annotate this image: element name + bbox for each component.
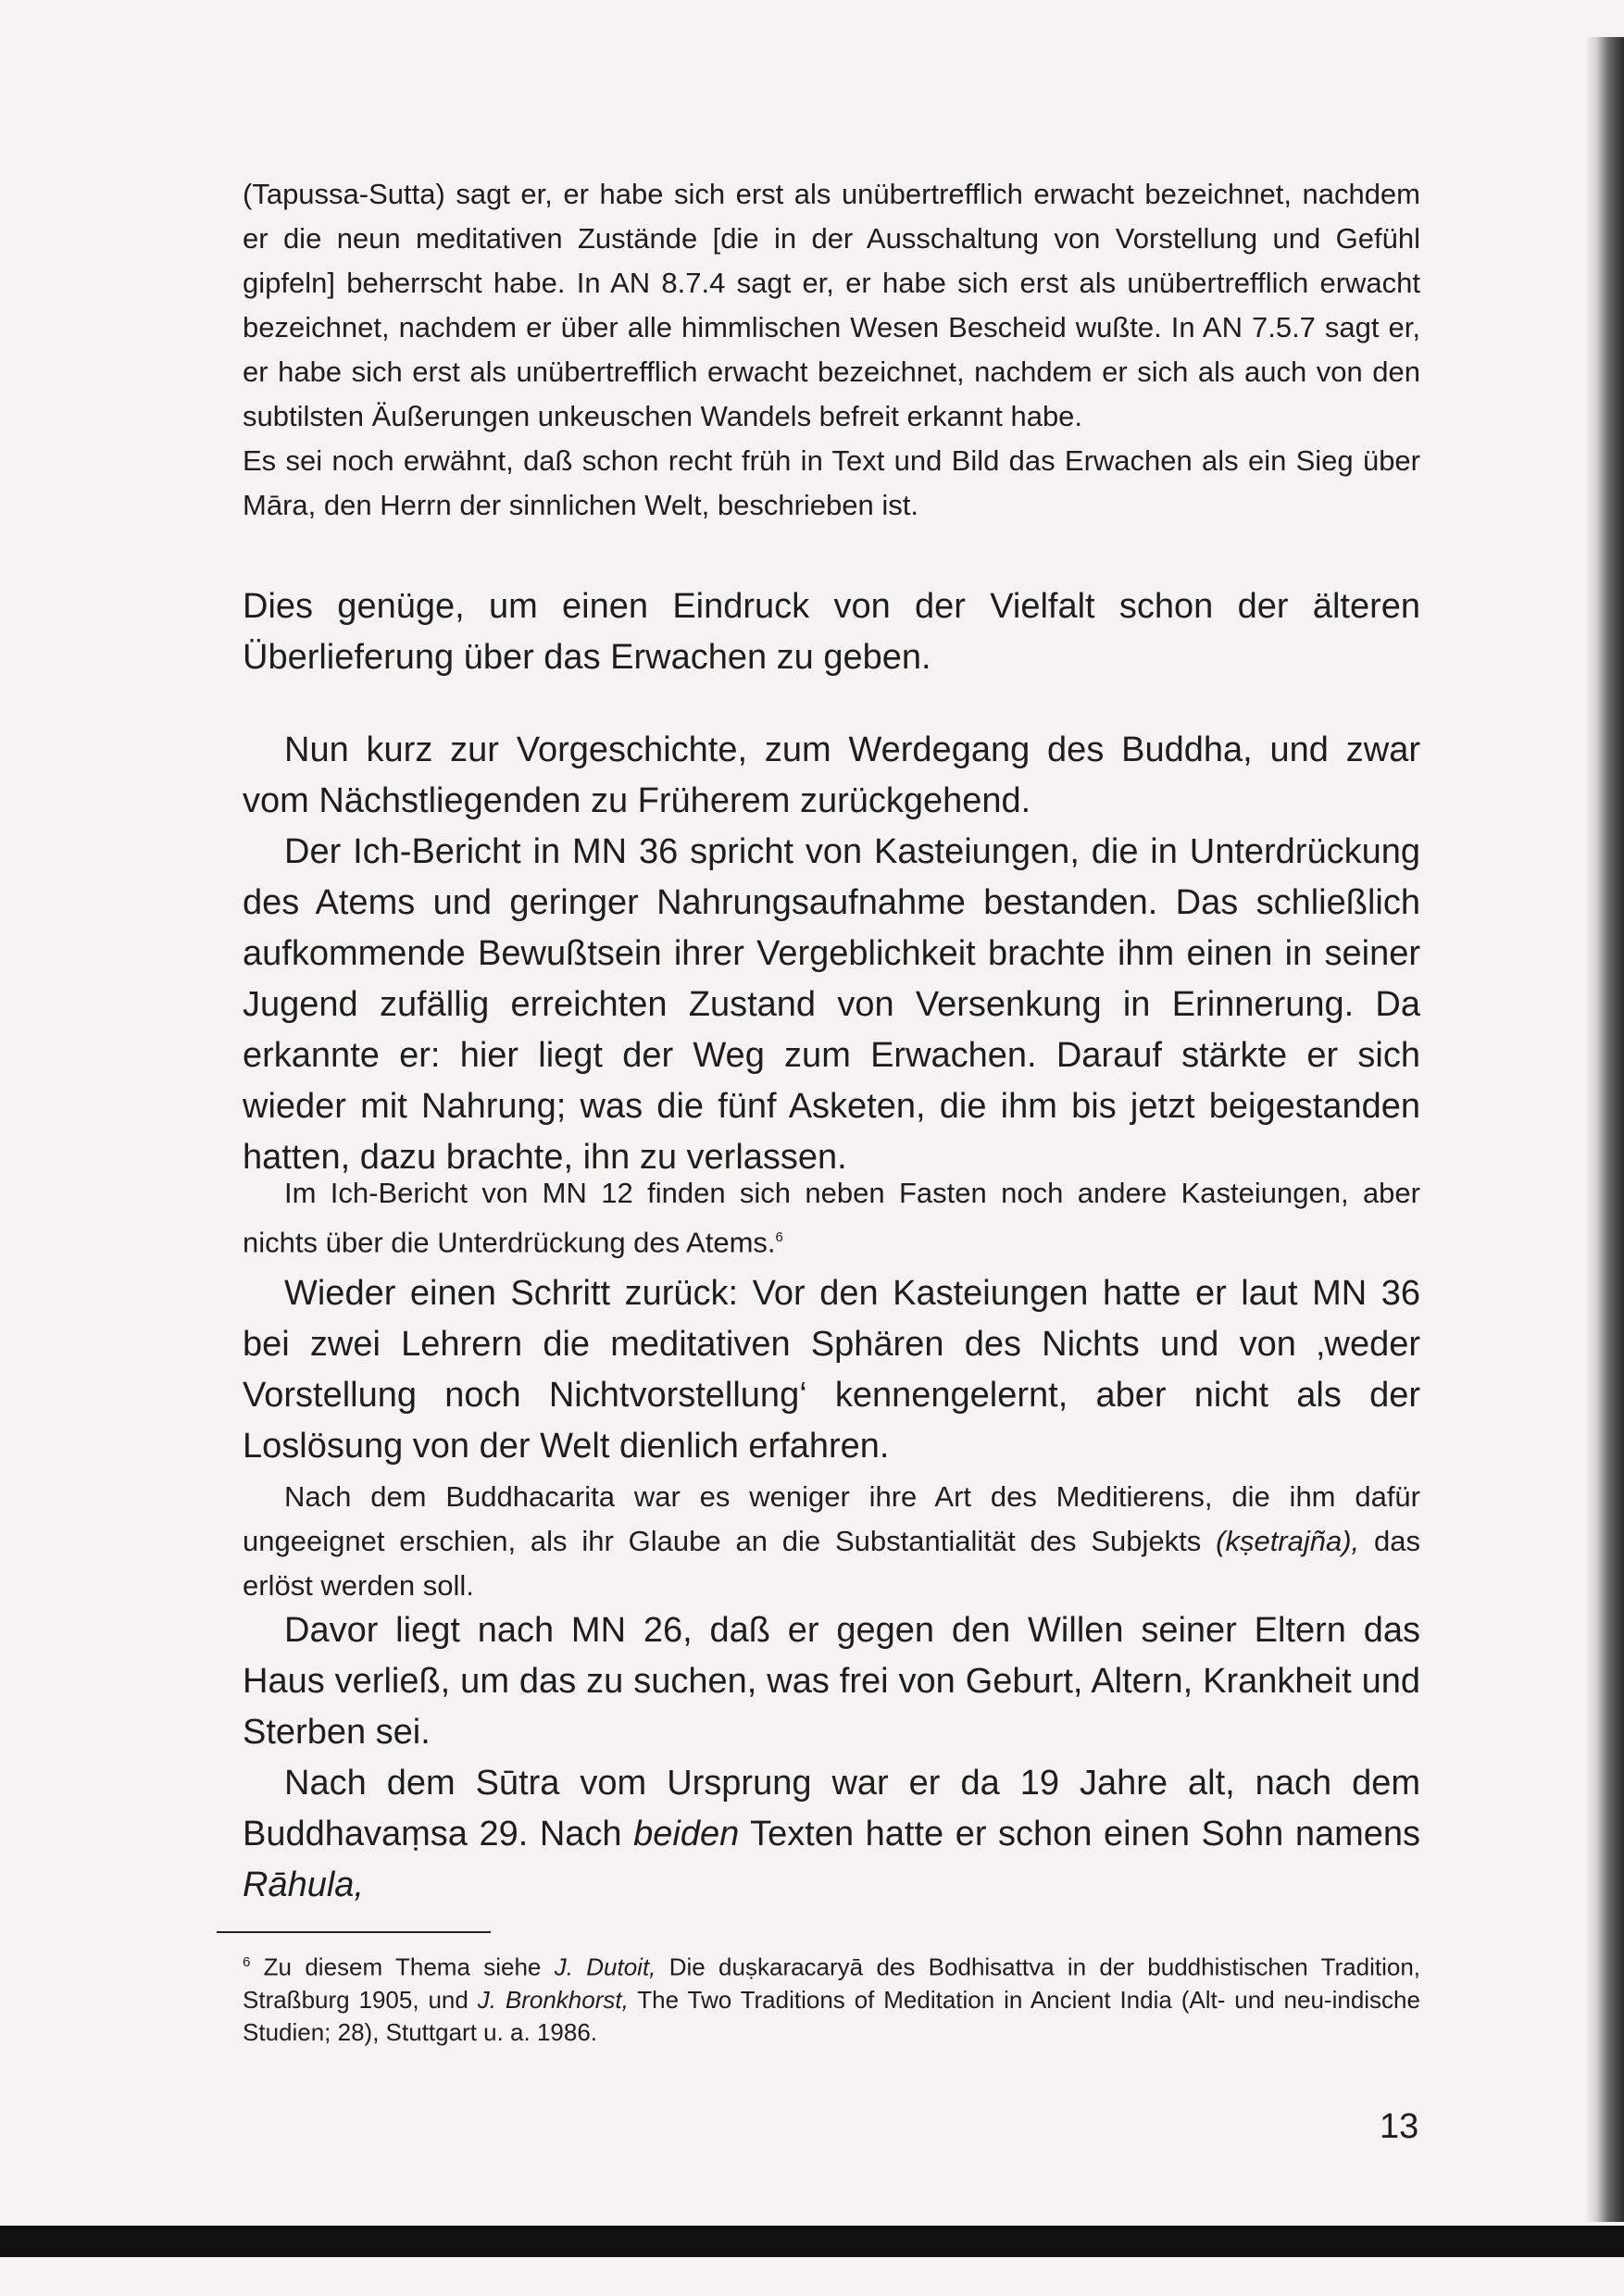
note-paragraph [243,1171,1420,1265]
indented-note-2 [243,1171,1420,1265]
note-text: Im Ich-Bericht von MN 12 finden sich neben Fasten noch andere Kasteiungen, aber nichts über die Unterdrückung des Atems. [243,1177,1420,1259]
italic-term: (kṣetrajña), [1216,1525,1360,1557]
footnote-text: Die duṣkaracaryā des Bodhisattva in der buddhistischen Tradition, Straßburg 1905, und [243,1953,1421,2014]
note-paragraph [243,1475,1420,1608]
main-paragraph-block-4 [243,1605,1420,1911]
italic-term: beiden [633,1815,740,1853]
main-paragraph-block-2 [243,725,1420,1183]
body-text: Nach dem Sūtra vom Ursprung war er da 19 Jahre alt, nach dem Buddhavaṃsa 29. Nach [243,1764,1420,1853]
footnote-reference: 6 [775,1229,783,1245]
footnote [243,1946,1420,2049]
body-paragraph: Nun kurz zur Vorgeschichte, zum Werdegang des Buddha, und zwar vom Nächstliegenden zu Früherem zurückgehend. [243,730,1420,820]
footnote-author: J. Dutoit, [554,1953,656,1981]
body-paragraph: Dies genüge, um einen Eindruck von der Vielfalt schon der älteren Überlieferung über das Erwachen zu geben. [243,587,1420,677]
body-text: Texten hatte er schon einen Sohn namens [750,1815,1421,1853]
footnote-text: Zu diesem Thema siehe [263,1953,542,1981]
indented-note-3 [243,1475,1420,1608]
note-text: das erlöst werden soll. [243,1525,1420,1602]
main-paragraph-block-1 [243,581,1420,683]
scan-bottom-band [0,2226,1624,2257]
note-paragraph: (Tapussa-Sutta) sagt er, er habe sich erst als unübertrefflich erwacht bezeichnet, nachdem er die neun meditativen Zustände [die in der Ausschaltung von Vorstellung und Gefühl gipfeln] beherrscht habe. In AN 8.7.4 sagt er, er habe sich erst als unübertrefflich erwacht bezeichnet, nachdem er über alle himmlischen Wesen Bescheid wußte. In AN 7.5.7 sagt er, er habe sich erst als unübertrefflich erwacht bezeichnet, nachdem er sich als auch von den subtilsten Äußerungen unkeuschen Wandels befreit erkannt habe. [243,178,1420,432]
footnote-author: J. Bronkhorst, [477,1985,629,2014]
body-paragraph: Davor liegt nach MN 26, daß er gegen den Willen seiner Eltern das Haus verließ, um das zu suchen, was frei von Geburt, Altern, Krankheit und Sterben sei. [243,1611,1420,1752]
page-number: 13 [1380,2107,1419,2146]
body-paragraph [243,1758,1420,1911]
page-binding-shadow [1585,37,1624,2222]
note-paragraph: Es sei noch erwähnt, daß schon recht früh in Text und Bild das Erwachen als ein Sieg über Māra, den Herrn der sinnlichen Welt, beschrieben ist. [243,444,1420,521]
note-text: Nach dem Buddhacarita war es weniger ihre Art des Meditierens, die ihm dafür ungeeignet erschien, als ihr Glaube an die Substantialität des Subjekts [243,1480,1420,1557]
footnote-marker: 6 [243,1954,251,1970]
body-paragraph: Wieder einen Schritt zurück: Vor den Kasteiungen hatte er laut MN 36 bei zwei Lehrern die meditativen Sphären des Nichts und von ‚weder Vorstellung noch Nichtvorstellung‘ kennengelernt, aber nicht als der Loslösung von der Welt dienlich erfahren. [243,1274,1420,1466]
italic-term: Rāhula, [243,1866,364,1904]
main-paragraph-block-3 [243,1268,1420,1472]
footnote-text: The Two Traditions of Meditation in Ancient India (Alt- und neu-indische Studien; 28), Stuttgart u. a. 1986. [243,1985,1420,2046]
body-paragraph: Der Ich-Bericht in MN 36 spricht von Kasteiungen, die in Unterdrückung des Atems und geringer Nahrungsaufnahme bestanden. Das schließlich aufkommende Bewußtsein ihrer Vergeblichkeit brachte ihm einen in seiner Jugend zufällig erreichten Zustand von Versenkung in Erinnerung. Da erkannte er: hier liegt der Weg zum Erwachen. Darauf stärkte er sich wieder mit Nahrung; was die fünf Asketen, die ihm bis jetzt beigestanden hatten, dazu brachte, ihn zu verlassen. [243,832,1420,1177]
indented-note-1 [243,172,1420,528]
footnote-rule [217,1931,491,1933]
